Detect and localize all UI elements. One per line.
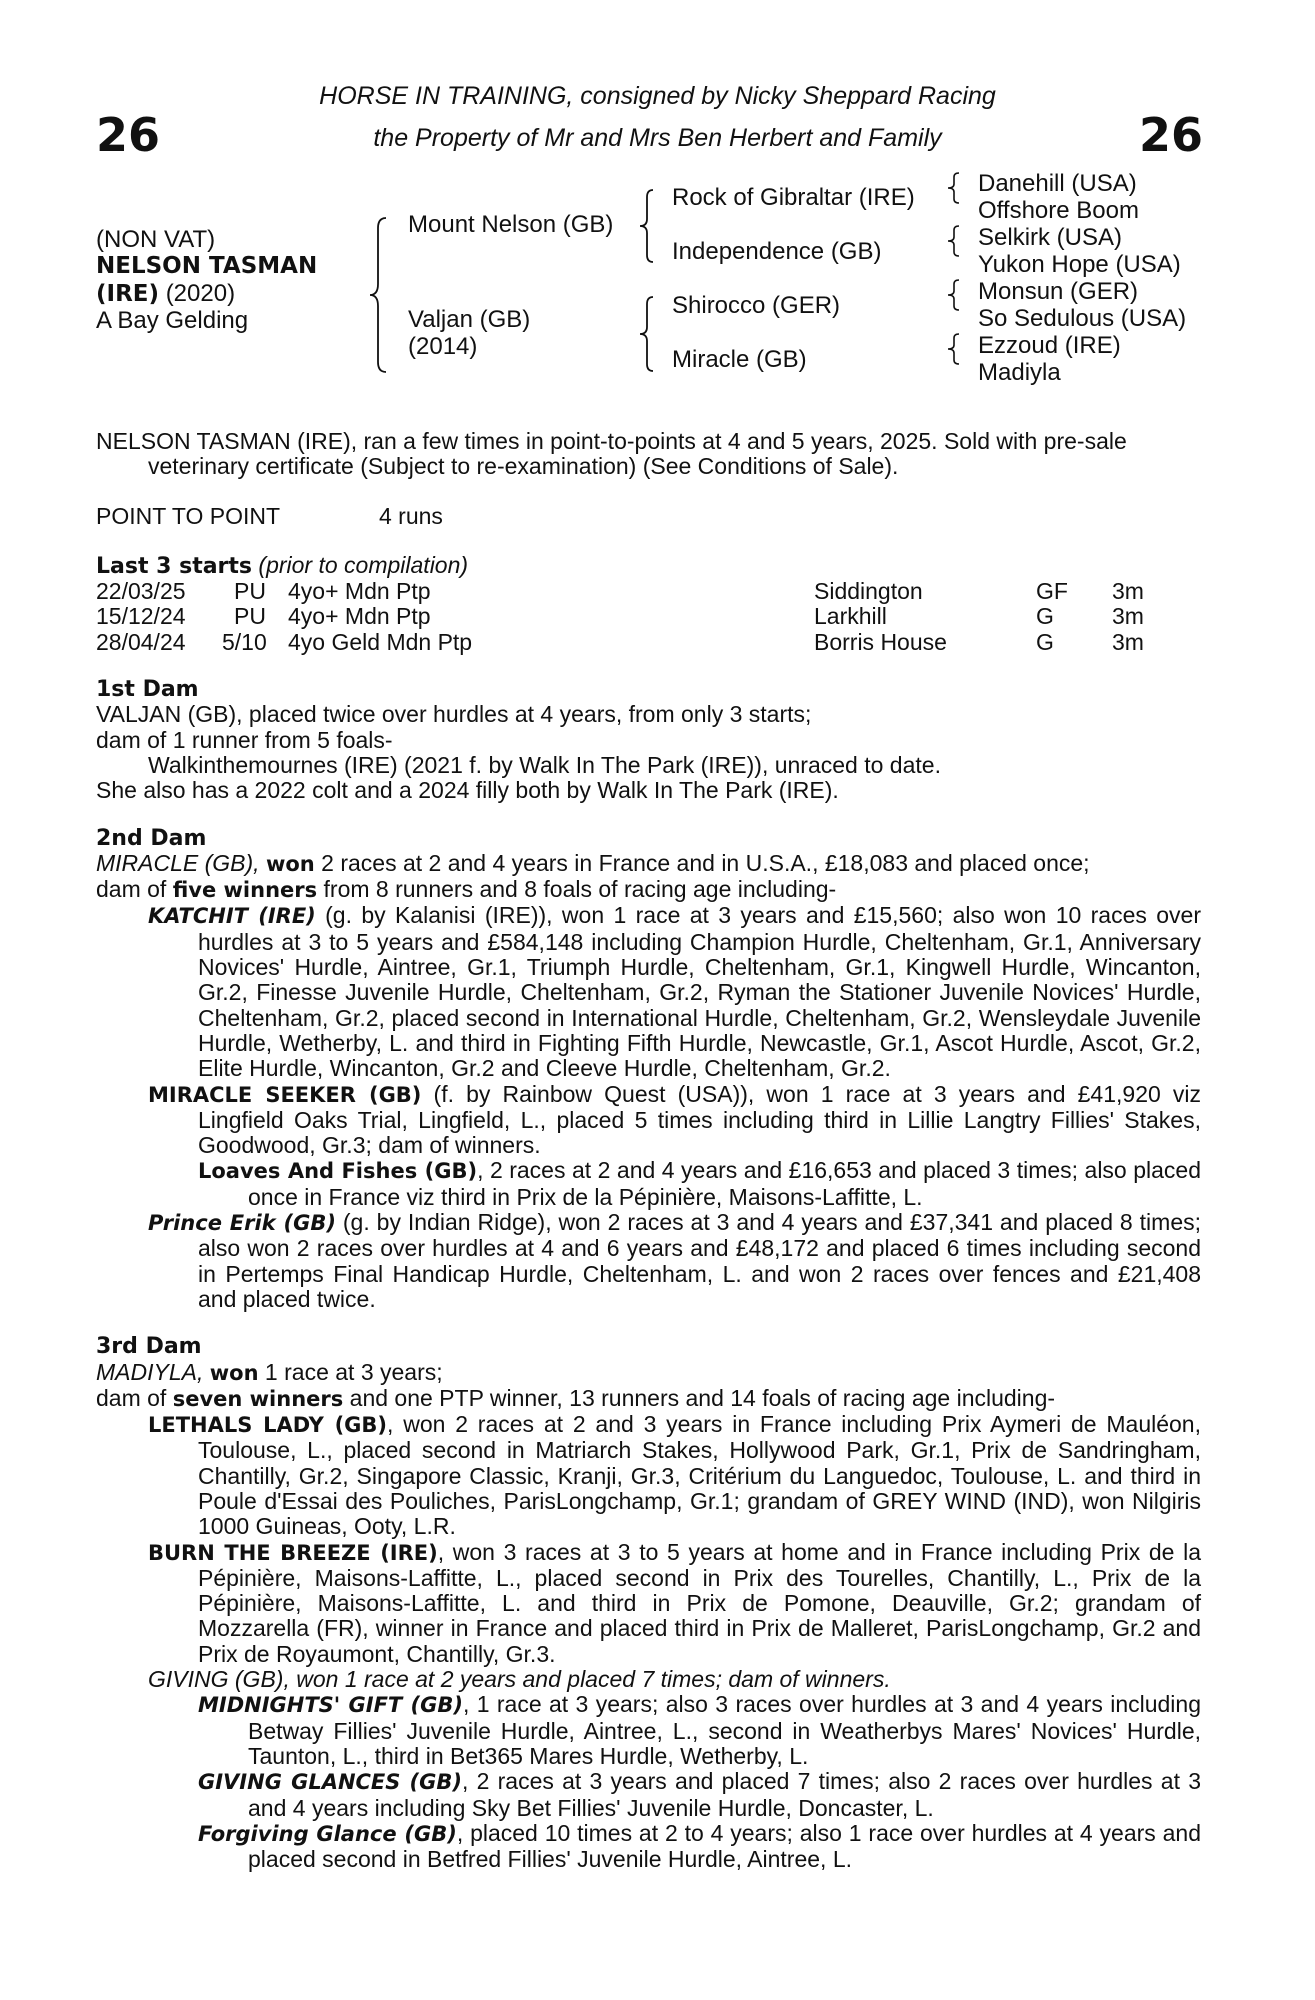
last-starts-note: (prior to compilation)	[258, 551, 469, 578]
ptp-value: 4 runs	[379, 502, 443, 529]
pedigree-brace-3a	[946, 171, 962, 205]
first-dam-line-4: She also has a 2022 colt and a 2024 filly both by Walk In The Park (IRE).	[96, 777, 839, 804]
second-dam-record: 2 races at 2 and 4 years in France and in U.S.A., £18,083 and placed once;	[314, 849, 1090, 876]
pedigree-gen3-5: Monsun (GER)	[978, 278, 1139, 305]
pedigree-gen3-7: Ezzoud (IRE)	[978, 332, 1121, 359]
pedigree-sire: Mount Nelson (GB)	[408, 211, 614, 238]
vat-status: (NON VAT)	[96, 226, 216, 253]
start-row-2	[96, 604, 1201, 629]
third-dam-produce-intro	[96, 1386, 1201, 1412]
ptp-summary	[96, 504, 1201, 529]
start-row-3	[96, 630, 1201, 655]
start-course: Larkhill	[814, 603, 887, 630]
horse-year: (2020)	[165, 280, 236, 307]
start-going: G	[1036, 628, 1054, 655]
start-course: Siddington	[814, 578, 923, 605]
second-dam-name: MIRACLE (GB),	[96, 849, 260, 876]
last-starts-heading	[96, 553, 1201, 579]
forgiving-glance-record: , placed 10 times at 2 to 4 years; also 1 race over hurdles at 4 years and placed second in Betfred Fillies' Juvenile Hurdle, Aintree, L.	[248, 1819, 1202, 1873]
forgiving-glance-name: Forgiving Glance (GB)	[198, 1821, 457, 1846]
third-dam-name: MADIYLA,	[96, 1358, 204, 1385]
start-distance: 3m	[1112, 603, 1144, 630]
giving-glances-entry	[198, 1769, 1201, 1821]
pedigree-brace-2b	[638, 295, 656, 373]
third-dam-heading: 3rd Dam	[96, 1334, 202, 1360]
miracle-seeker-entry	[148, 1082, 1201, 1159]
lethals-lady-entry	[148, 1412, 1201, 1539]
midnights-gift-entry	[198, 1692, 1201, 1769]
pedigree-brace-1	[368, 216, 390, 374]
prince-erik-record: (g. by Indian Ridge), won 2 races at 3 and 4 years and £37,341 and placed 8 times; also won 2 races over hurdles at 4 and 6 years and £48,172 and placed 6 times including second in Pertemps Final Handicap Hurdle, Cheltenham, L. and won 2 races over fences and £21,408 and placed twice.	[198, 1209, 1201, 1312]
prince-erik-entry	[148, 1210, 1201, 1312]
property-header: the Property of Mr and Mrs Ben Herbert and Family	[373, 124, 942, 152]
pedigree-gen3-1: Danehill (USA)	[978, 170, 1137, 197]
catalogue-body	[96, 429, 1201, 1872]
start-race: 4yo Geld Mdn Ptp	[288, 628, 473, 655]
intro-paragraph: NELSON TASMAN (IRE), ran a few times in point-to-points at 4 and 5 years, 2025. Sold with pre-sale veterinary certificate (Subject to re-examination) (See Conditions of Sale).	[96, 428, 1127, 480]
pedigree-gen3-8: Madiyla	[978, 359, 1061, 386]
lethals-lady-record: , won 2 races at 2 and 3 years in France including Prix Aymeri de Mauléon, Toulouse, L., placed second in Matriarch Stakes, Hollywood Park, Gr.1, Prix de Sandringham, Chantilly, Gr.2, Singapore Classic, Kranji, Gr.3, Critérium du Languedoc, Toulouse, L. and third in Poule d'Essai des Pouliches, ParisLongchamp, Gr.1; grandam of GREY WIND (IND), won Nilgiris 1000 Guineas, Ooty, L.R.	[198, 1411, 1201, 1540]
burn-the-breeze-name: BURN THE BREEZE (IRE)	[148, 1540, 438, 1565]
pedigree-dam-sire: Shirocco (GER)	[672, 292, 841, 319]
forgiving-glance-entry	[198, 1821, 1201, 1873]
pedigree-dam-year: (2014)	[408, 333, 478, 360]
giving-glances-record: , 2 races at 3 years and placed 7 times; also 2 races over hurdles at 3 and 4 years including Sky Bet Fillies' Juvenile Hurdle, Doncaster, L.	[248, 1768, 1201, 1821]
won-label: won	[265, 851, 315, 876]
pedigree-dam: Valjan (GB)	[408, 306, 531, 333]
first-dam-produce: Walkinthemournes (IRE) (2021 f. by Walk In The Park (IRE)), unraced to date.	[148, 751, 941, 778]
ptp-label: POINT TO POINT	[96, 502, 281, 529]
pedigree-brace-3c	[946, 278, 962, 312]
start-race: 4yo+ Mdn Ptp	[288, 578, 431, 605]
first-dam-heading: 1st Dam	[96, 677, 199, 703]
horse-suffix-year	[96, 280, 235, 308]
horse-description: A Bay Gelding	[96, 307, 249, 334]
start-row-1	[96, 579, 1201, 604]
pedigree-gen3-2: Offshore Boom	[978, 197, 1139, 224]
dam-of-label: dam of	[96, 876, 173, 903]
lot-number-right: 26	[1138, 108, 1203, 162]
last-starts-title: Last 3 starts	[96, 553, 253, 579]
third-dam-record: 1 race at 3 years;	[258, 1358, 443, 1385]
giving-entry: GIVING (GB), won 1 race at 2 years and placed 7 times; dam of winners.	[148, 1666, 891, 1693]
second-dam-summary	[96, 851, 1201, 877]
miracle-seeker-name: MIRACLE SEEKER (GB)	[148, 1082, 422, 1107]
loaves-name: Loaves And Fishes (GB)	[198, 1159, 478, 1184]
produce-summary: from 8 runners and 8 foals of racing age including-	[317, 876, 837, 903]
burn-the-breeze-entry	[148, 1540, 1201, 1667]
lethals-lady-name: LETHALS LADY (GB)	[148, 1413, 388, 1438]
loaves-entry	[198, 1158, 1201, 1210]
winners-count: seven winners	[172, 1386, 344, 1411]
pedigree-gen3-3: Selkirk (USA)	[978, 224, 1123, 251]
first-dam-line-1: VALJAN (GB), placed twice over hurdles at 4 years, from only 3 starts;	[96, 701, 812, 728]
horse-country: (IRE)	[96, 281, 160, 307]
midnights-gift-name: MIDNIGHTS' GIFT (GB)	[198, 1693, 463, 1718]
start-date: 15/12/24	[96, 603, 186, 630]
lot-number-left: 26	[96, 108, 161, 162]
katchit-record: (g. by Kalanisi (IRE)), won 1 race at 3 years and £15,560; also won 10 races over hurdles at 3 to 5 years and £584,148 including Champion Hurdle, Cheltenham, Gr.1, Anniversary Novices' Hurdle, Aintree, Gr.1, Triumph Hurdle, Cheltenham, Gr.1, Kingwell Hurdle, Wincanton, Gr.2, Finesse Juvenile Hurdle, Cheltenham, Gr.2, Ryman the Stationer Juvenile Novices' Hurdle, Cheltenham, Gr.2, placed second in International Hurdle, Cheltenham, Gr.2, Wensleydale Juvenile Hurdle, Wetherby, L. and third in Fighting Fifth Hurdle, Newcastle, Gr.1, Ascot Hurdle, Ascot, Gr.2, Elite Hurdle, Wincanton, Gr.2 and Cleeve Hurdle, Cheltenham, Gr.2.	[198, 902, 1201, 1082]
pedigree-sire-dam: Independence (GB)	[672, 238, 882, 265]
winners-count: five winners	[172, 878, 318, 903]
start-position: 5/10	[222, 628, 267, 655]
produce-summary: and one PTP winner, 13 runners and 14 foals of racing age including-	[343, 1384, 1056, 1411]
pedigree-brace-3b	[946, 224, 962, 258]
pedigree-brace-2a	[638, 188, 656, 264]
dam-of-label: dam of	[96, 1384, 173, 1411]
pedigree-brace-3d	[946, 332, 962, 366]
start-date: 22/03/25	[96, 578, 186, 605]
won-label: won	[209, 1360, 259, 1385]
second-dam-produce-intro	[96, 877, 1201, 903]
second-dam-heading: 2nd Dam	[96, 825, 207, 851]
burn-the-breeze-record: , won 3 races at 3 to 5 years at home and in France including Prix de la Pépinière, Maisons-Laffitte, L., placed second in Prix des Tourelles, Chantilly, L., Prix de la Pépinière, Maisons-Laffitte, L. and third in Prix de Pomone, Deauville, Gr.2; grandam of Mozzarella (FR), winner in France and placed third in Prix de Malleret, ParisLongchamp, Gr.2 and Prix de Royaumont, Chantilly, Gr.3.	[198, 1538, 1201, 1667]
horse-name: NELSON TASMAN	[96, 253, 318, 279]
midnights-gift-record: , 1 race at 3 years; also 3 races over hurdles at 3 and 4 years including Betway Fillies' Juvenile Hurdle, Aintree, L., second in Weatherbys Mares' Novices' Hurdle, Taunton, L., third in Bet365 Mares Hurdle, Wetherby, L.	[248, 1691, 1201, 1769]
start-position: PU	[234, 578, 266, 605]
pedigree-gen3-4: Yukon Hope (USA)	[978, 251, 1181, 278]
start-date: 28/04/24	[96, 628, 186, 655]
start-distance: 3m	[1112, 628, 1144, 655]
pedigree-gen3-6: So Sedulous (USA)	[978, 305, 1187, 332]
start-distance: 3m	[1112, 578, 1144, 605]
pedigree-dam-dam: Miracle (GB)	[672, 346, 807, 373]
giving-glances-name: GIVING GLANCES (GB)	[198, 1770, 462, 1795]
prince-erik-name: Prince Erik (GB)	[148, 1211, 336, 1236]
start-course: Borris House	[814, 628, 947, 655]
start-going: G	[1036, 603, 1054, 630]
start-position: PU	[234, 603, 266, 630]
start-going: GF	[1036, 578, 1068, 605]
loaves-record: , 2 races at 2 and 4 years and £16,653 and placed 3 times; also placed once in France viz third in Prix de la Pépinière, Maisons-Laffitte, L.	[248, 1157, 1201, 1210]
katchit-name: KATCHIT (IRE)	[148, 904, 316, 929]
katchit-entry	[148, 903, 1201, 1081]
first-dam-line-2: dam of 1 runner from 5 foals-	[96, 726, 393, 753]
start-race: 4yo+ Mdn Ptp	[288, 603, 431, 630]
consignment-header: HORSE IN TRAINING, consigned by Nicky Sheppard Racing	[319, 82, 996, 110]
miracle-seeker-record: (f. by Rainbow Quest (USA)), won 1 race at 3 years and £41,920 viz Lingfield Oaks Trial, Lingfield, L., placed 5 times including third in Lillie Langtry Fillies' Stakes, Goodwood, Gr.3; dam of winners.	[198, 1080, 1202, 1159]
third-dam-summary	[96, 1360, 1201, 1386]
pedigree-sire-sire: Rock of Gibraltar (IRE)	[672, 184, 915, 211]
